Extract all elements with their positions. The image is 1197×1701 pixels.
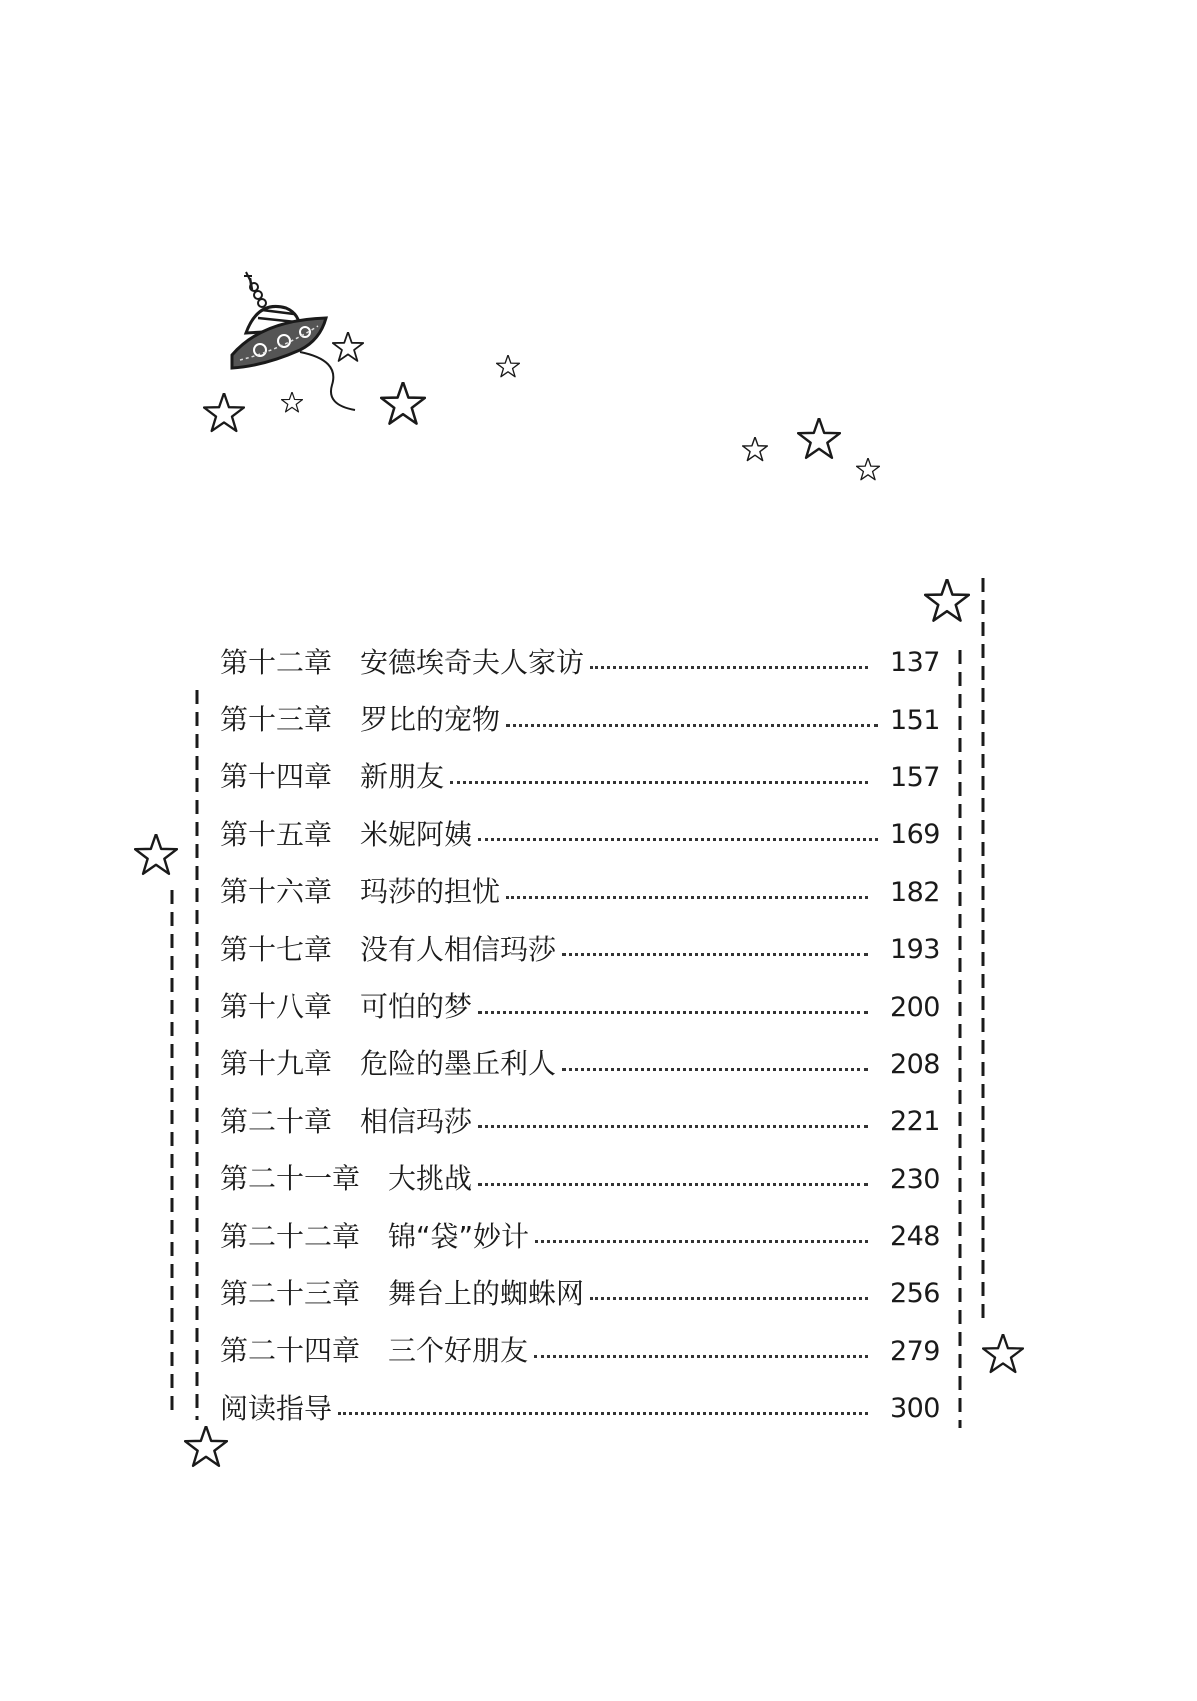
toc-page-number: 208 bbox=[889, 1048, 940, 1080]
toc-chapter-title: 玛莎的担忧 bbox=[360, 875, 501, 909]
toc-chapter-number: 第二十章 bbox=[220, 1104, 333, 1138]
toc-chapter-number: 第十四章 bbox=[220, 760, 333, 794]
toc-page-number: 157 bbox=[889, 761, 940, 793]
toc-chapter-number: 第二十一章 bbox=[220, 1162, 361, 1196]
star-icon bbox=[983, 1334, 1023, 1372]
toc-leader-dots bbox=[506, 724, 878, 727]
star-icon bbox=[204, 393, 244, 431]
toc-leader-dots bbox=[535, 1240, 868, 1243]
toc-chapter-title: 阅读指导 bbox=[220, 1391, 333, 1425]
toc-chapter-number: 第十三章 bbox=[220, 703, 333, 737]
toc-chapter-title: 新朋友 bbox=[360, 760, 445, 794]
toc-page-number: 137 bbox=[889, 647, 940, 679]
toc-page-number: 300 bbox=[889, 1393, 940, 1425]
toc-chapter-title: 没有人相信玛莎 bbox=[360, 932, 557, 966]
star-icon bbox=[135, 834, 177, 874]
toc-entry[interactable] bbox=[220, 691, 940, 748]
toc-entry[interactable] bbox=[220, 634, 940, 691]
toc-entry[interactable] bbox=[220, 806, 940, 863]
toc-page-number: 221 bbox=[889, 1106, 940, 1138]
toc-leader-dots bbox=[534, 1355, 868, 1358]
toc-chapter-number: 第二十三章 bbox=[220, 1276, 361, 1310]
toc-leader-dots bbox=[562, 1068, 868, 1071]
toc-leader-dots bbox=[562, 953, 868, 956]
toc-page-number: 256 bbox=[889, 1278, 940, 1310]
toc-leader-dots bbox=[478, 838, 878, 841]
toc-chapter-title: 罗比的宠物 bbox=[360, 703, 501, 737]
toc-entry[interactable] bbox=[220, 921, 940, 978]
toc-chapter-title: 锦“袋”妙计 bbox=[388, 1219, 530, 1253]
toc-chapter-number: 第十八章 bbox=[220, 990, 333, 1024]
toc-entry[interactable] bbox=[220, 1151, 940, 1208]
toc-chapter-number: 第二十四章 bbox=[220, 1334, 361, 1368]
table-of-contents bbox=[220, 634, 940, 1437]
toc-entry[interactable] bbox=[220, 1036, 940, 1093]
star-icon bbox=[925, 579, 969, 621]
toc-chapter-number: 第十五章 bbox=[220, 817, 333, 851]
toc-page-number: 200 bbox=[889, 991, 940, 1023]
star-icon bbox=[381, 382, 425, 424]
toc-chapter-title: 危险的墨丘利人 bbox=[360, 1047, 557, 1081]
toc-leader-dots bbox=[506, 896, 868, 899]
toc-leader-dots bbox=[338, 1412, 868, 1415]
toc-entry[interactable] bbox=[220, 1265, 940, 1322]
toc-page-number: 151 bbox=[889, 704, 940, 736]
toc-page-number: 169 bbox=[889, 819, 940, 851]
star-icon bbox=[743, 437, 768, 461]
toc-leader-dots bbox=[478, 1125, 868, 1128]
ufo-icon bbox=[232, 272, 355, 410]
toc-leader-dots bbox=[590, 1297, 868, 1300]
toc-entry[interactable] bbox=[220, 1380, 940, 1437]
toc-leader-dots bbox=[478, 1183, 868, 1186]
star-icon bbox=[798, 418, 840, 458]
toc-chapter-title: 舞台上的蜘蛛网 bbox=[388, 1276, 585, 1310]
star-icon bbox=[333, 332, 363, 361]
toc-chapter-number: 第十九章 bbox=[220, 1047, 333, 1081]
toc-entry[interactable] bbox=[220, 1093, 940, 1150]
toc-page-number: 248 bbox=[889, 1221, 940, 1253]
toc-chapter-title: 米妮阿姨 bbox=[360, 817, 473, 851]
toc-page-number: 193 bbox=[889, 934, 940, 966]
toc-entry[interactable] bbox=[220, 1208, 940, 1265]
toc-leader-dots bbox=[478, 1011, 868, 1014]
toc-chapter-number: 第十二章 bbox=[220, 645, 333, 679]
toc-entry[interactable] bbox=[220, 864, 940, 921]
toc-page-number: 279 bbox=[889, 1335, 940, 1367]
toc-leader-dots bbox=[590, 666, 868, 669]
toc-page-number: 182 bbox=[889, 876, 940, 908]
star-icon bbox=[497, 355, 520, 377]
toc-entry[interactable] bbox=[220, 978, 940, 1035]
toc-entry[interactable] bbox=[220, 749, 940, 806]
toc-page-number: 230 bbox=[889, 1163, 940, 1195]
toc-chapter-title: 相信玛莎 bbox=[360, 1104, 473, 1138]
toc-chapter-number: 第十七章 bbox=[220, 932, 333, 966]
toc-chapter-title: 安德埃奇夫人家访 bbox=[360, 645, 585, 679]
toc-leader-dots bbox=[450, 781, 868, 784]
toc-entry[interactable] bbox=[220, 1323, 940, 1380]
toc-chapter-title: 三个好朋友 bbox=[388, 1334, 529, 1368]
star-icon bbox=[857, 458, 880, 480]
toc-chapter-number: 第十六章 bbox=[220, 875, 333, 909]
toc-chapter-number: 第二十二章 bbox=[220, 1219, 361, 1253]
toc-chapter-title: 大挑战 bbox=[388, 1162, 473, 1196]
star-icon bbox=[282, 392, 303, 412]
toc-chapter-title: 可怕的梦 bbox=[360, 990, 473, 1024]
